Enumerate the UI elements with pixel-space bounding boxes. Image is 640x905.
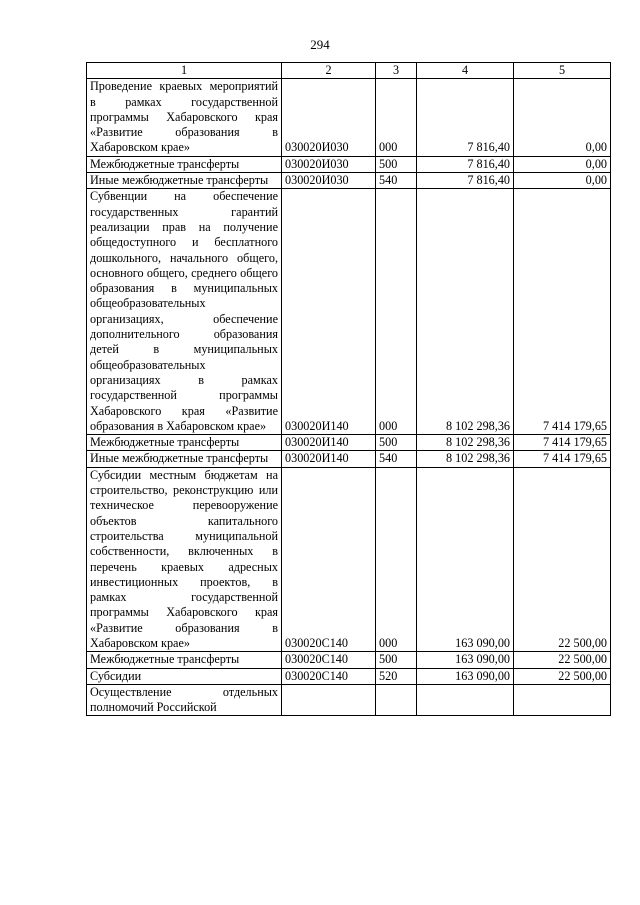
table-row xyxy=(87,652,611,668)
row-sum-1: 7 816,40 xyxy=(417,173,514,189)
row-type: 500 xyxy=(376,156,417,172)
row-code: 030020С140 xyxy=(282,668,376,684)
row-type: 520 xyxy=(376,668,417,684)
table-row xyxy=(87,668,611,684)
row-sum-1: 7 816,40 xyxy=(417,156,514,172)
row-sum-2: 0,00 xyxy=(514,156,611,172)
row-type: 000 xyxy=(376,189,417,435)
row-type xyxy=(376,684,417,716)
row-name: Субвенции на обеспечение государственных гарантий реализации прав на получение общедоступного и бесплатного дошкольного, начального общего, основного общего, среднего общего образования в муниципальных общеобразовательных организациях, обеспечение дополнительного образования детей в муниципальных общеобразовательных организациях в рамках государственной программы Хабаровского края «Развитие образования в Хабаровском крае» xyxy=(87,189,282,435)
row-sum-2: 7 414 179,65 xyxy=(514,189,611,435)
row-code: 030020И030 xyxy=(282,156,376,172)
row-code: 030020И140 xyxy=(282,451,376,467)
row-sum-1: 8 102 298,36 xyxy=(417,189,514,435)
row-type: 500 xyxy=(376,435,417,451)
row-name: Субсидии xyxy=(87,668,282,684)
budget-table xyxy=(86,62,611,716)
row-code: 030020И030 xyxy=(282,79,376,156)
row-sum-2: 22 500,00 xyxy=(514,652,611,668)
row-name: Проведение краевых мероприятий в рамках государственной программы Хабаровского края «Развитие образования в Хабаровском крае» xyxy=(87,79,282,156)
row-type: 500 xyxy=(376,652,417,668)
row-code: 030020И030 xyxy=(282,173,376,189)
row-sum-2: 0,00 xyxy=(514,173,611,189)
table-row xyxy=(87,451,611,467)
header-col-4: 4 xyxy=(417,63,514,79)
table-row xyxy=(87,684,611,716)
table-row xyxy=(87,467,611,652)
row-code: 030020И140 xyxy=(282,435,376,451)
row-name: Субсидии местным бюджетам на строительство, реконструкцию или техническое перевооружение объектов капитального строительства муниципальной собственности, включенных в перечень краевых адресных инвестиционных проектов, в рамках государственной программы Хабаровского края «Развитие образования в Хабаровском крае» xyxy=(87,467,282,652)
row-code xyxy=(282,684,376,716)
row-type: 540 xyxy=(376,173,417,189)
row-code: 030020И140 xyxy=(282,189,376,435)
row-sum-1: 163 090,00 xyxy=(417,467,514,652)
row-sum-1: 7 816,40 xyxy=(417,79,514,156)
row-name: Межбюджетные трансферты xyxy=(87,435,282,451)
row-sum-1: 8 102 298,36 xyxy=(417,435,514,451)
page-number: 294 xyxy=(310,37,330,52)
row-sum-2: 22 500,00 xyxy=(514,467,611,652)
row-sum-2: 7 414 179,65 xyxy=(514,435,611,451)
row-name: Осуществление отдельных полномочий Российской xyxy=(87,684,282,716)
row-sum-1: 163 090,00 xyxy=(417,652,514,668)
table-row xyxy=(87,79,611,156)
row-type: 000 xyxy=(376,79,417,156)
row-name: Межбюджетные трансферты xyxy=(87,652,282,668)
row-sum-1: 163 090,00 xyxy=(417,668,514,684)
row-code: 030020С140 xyxy=(282,467,376,652)
row-sum-2 xyxy=(514,684,611,716)
row-code: 030020С140 xyxy=(282,652,376,668)
row-sum-1: 8 102 298,36 xyxy=(417,451,514,467)
row-sum-2: 0,00 xyxy=(514,79,611,156)
row-sum-1 xyxy=(417,684,514,716)
table-row xyxy=(87,435,611,451)
row-name: Иные межбюджетные трансферты xyxy=(87,173,282,189)
table-row xyxy=(87,156,611,172)
row-sum-2: 22 500,00 xyxy=(514,668,611,684)
row-type: 540 xyxy=(376,451,417,467)
row-type: 000 xyxy=(376,467,417,652)
row-name: Межбюджетные трансферты xyxy=(87,156,282,172)
table-row xyxy=(87,189,611,435)
header-col-5: 5 xyxy=(514,63,611,79)
table-row xyxy=(87,173,611,189)
header-col-3: 3 xyxy=(376,63,417,79)
header-col-1: 1 xyxy=(87,63,282,79)
row-name: Иные межбюджетные трансферты xyxy=(87,451,282,467)
row-sum-2: 7 414 179,65 xyxy=(514,451,611,467)
header-row xyxy=(87,63,611,79)
header-col-2: 2 xyxy=(282,63,376,79)
